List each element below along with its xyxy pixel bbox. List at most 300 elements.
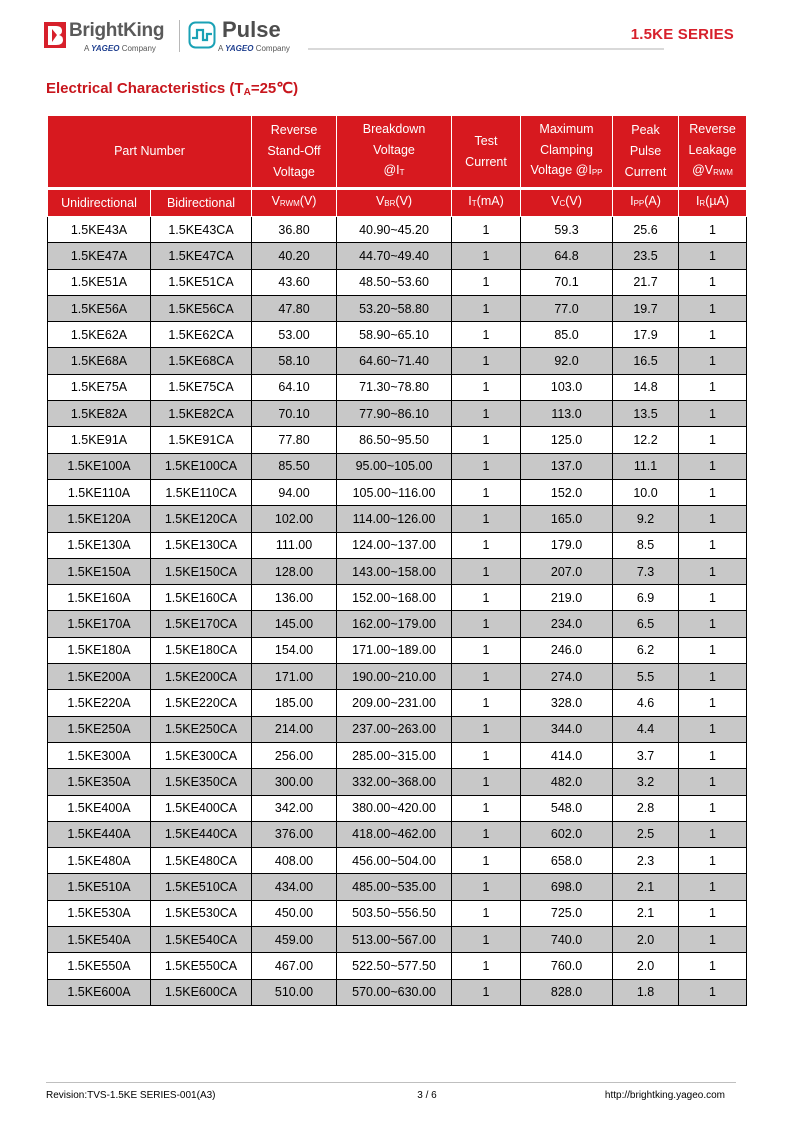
cell-ir: 1	[679, 953, 747, 979]
cell-bidirectional: 1.5KE62CA	[151, 322, 252, 348]
cell-bidirectional: 1.5KE120CA	[151, 506, 252, 532]
cell-ipp: 6.9	[613, 585, 679, 611]
cell-vc: 179.0	[521, 532, 613, 558]
cell-vc: 698.0	[521, 874, 613, 900]
cell-bidirectional: 1.5KE530CA	[151, 900, 252, 926]
cell-vbr: 64.60~71.40	[337, 348, 452, 374]
cell-vbr: 40.90~45.20	[337, 217, 452, 243]
cell-it: 1	[452, 506, 521, 532]
table-row	[48, 427, 747, 453]
cell-ir: 1	[679, 269, 747, 295]
cell-vc: 70.1	[521, 269, 613, 295]
header-max-clamping: Maximum Clamping Voltage $@I_{PP}$	[521, 116, 613, 189]
cell-bidirectional: 1.5KE56CA	[151, 295, 252, 321]
table-row	[48, 348, 747, 374]
cell-unidirectional: 1.5KE220A	[48, 690, 151, 716]
table-row	[48, 821, 747, 847]
cell-ir: 1	[679, 637, 747, 663]
cell-it: 1	[452, 374, 521, 400]
cell-bidirectional: 1.5KE82CA	[151, 401, 252, 427]
cell-vrwm: 64.10	[252, 374, 337, 400]
cell-ipp: 7.3	[613, 558, 679, 584]
table-row	[48, 295, 747, 321]
cell-bidirectional: 1.5KE91CA	[151, 427, 252, 453]
page-header	[44, 18, 750, 54]
table-row	[48, 690, 747, 716]
table-row	[48, 795, 747, 821]
cell-vrwm: 111.00	[252, 532, 337, 558]
cell-ir: 1	[679, 611, 747, 637]
cell-bidirectional: 1.5KE220CA	[151, 690, 252, 716]
col-vc: $V_C(V)$	[521, 189, 613, 217]
cell-it: 1	[452, 322, 521, 348]
cell-unidirectional: 1.5KE200A	[48, 664, 151, 690]
col-unidirectional: Unidirectional	[48, 189, 151, 217]
cell-vbr: 58.90~65.10	[337, 322, 452, 348]
cell-ir: 1	[679, 821, 747, 847]
header-rule	[308, 48, 664, 50]
cell-bidirectional: 1.5KE550CA	[151, 953, 252, 979]
brightking-subtitle: A YAGEO Company	[84, 44, 156, 53]
cell-vc: 658.0	[521, 848, 613, 874]
cell-it: 1	[452, 585, 521, 611]
cell-bidirectional: 1.5KE600CA	[151, 979, 252, 1005]
logo-divider	[179, 20, 180, 52]
pulse-logo	[188, 17, 308, 54]
cell-bidirectional: 1.5KE47CA	[151, 243, 252, 269]
cell-vc: 125.0	[521, 427, 613, 453]
cell-ir: 1	[679, 295, 747, 321]
cell-vc: 725.0	[521, 900, 613, 926]
cell-vc: 828.0	[521, 979, 613, 1005]
cell-ipp: 25.6	[613, 217, 679, 243]
footer-revision: Revision:TVS-1.5KE SERIES-001(A3)	[46, 1090, 216, 1101]
cell-vrwm: 467.00	[252, 953, 337, 979]
table-row	[48, 927, 747, 953]
cell-vbr: 77.90~86.10	[337, 401, 452, 427]
table-row	[48, 374, 747, 400]
cell-it: 1	[452, 953, 521, 979]
footer-page-number: 3 / 6	[417, 1090, 437, 1101]
cell-ipp: 11.1	[613, 453, 679, 479]
cell-vrwm: 40.20	[252, 243, 337, 269]
col-ir: $I_R(\mu A)$	[679, 189, 747, 217]
cell-ipp: 10.0	[613, 479, 679, 505]
cell-vbr: 162.00~179.00	[337, 611, 452, 637]
cell-vbr: 143.00~158.00	[337, 558, 452, 584]
pulse-mark-icon	[188, 21, 216, 49]
cell-vc: 59.3	[521, 217, 613, 243]
cell-it: 1	[452, 874, 521, 900]
cell-vc: 207.0	[521, 558, 613, 584]
cell-ipp: 23.5	[613, 243, 679, 269]
cell-vbr: 285.00~315.00	[337, 742, 452, 768]
cell-it: 1	[452, 217, 521, 243]
cell-it: 1	[452, 558, 521, 584]
cell-ipp: 5.5	[613, 664, 679, 690]
cell-unidirectional: 1.5KE170A	[48, 611, 151, 637]
cell-it: 1	[452, 532, 521, 558]
cell-vbr: 105.00~116.00	[337, 479, 452, 505]
cell-vbr: 71.30~78.80	[337, 374, 452, 400]
col-vbr: $V_{BR}(V)$	[337, 189, 452, 217]
cell-vrwm: 185.00	[252, 690, 337, 716]
cell-ipp: 6.5	[613, 611, 679, 637]
cell-vrwm: 77.80	[252, 427, 337, 453]
cell-ipp: 14.8	[613, 374, 679, 400]
cell-it: 1	[452, 979, 521, 1005]
cell-vc: 548.0	[521, 795, 613, 821]
cell-vrwm: 450.00	[252, 900, 337, 926]
cell-bidirectional: 1.5KE150CA	[151, 558, 252, 584]
footer-url: http://brightking.yageo.com	[604, 1090, 725, 1101]
cell-ipp: 2.5	[613, 821, 679, 847]
col-it: $I_T(mA)$	[452, 189, 521, 217]
cell-unidirectional: 1.5KE130A	[48, 532, 151, 558]
col-bidirectional: Bidirectional	[151, 189, 252, 217]
cell-vrwm: 36.80	[252, 217, 337, 243]
brightking-logo	[44, 20, 184, 54]
cell-ir: 1	[679, 742, 747, 768]
cell-unidirectional: 1.5KE120A	[48, 506, 151, 532]
cell-vc: 602.0	[521, 821, 613, 847]
cell-it: 1	[452, 848, 521, 874]
cell-unidirectional: 1.5KE43A	[48, 217, 151, 243]
cell-vrwm: 376.00	[252, 821, 337, 847]
cell-it: 1	[452, 769, 521, 795]
table-row	[48, 611, 747, 637]
cell-bidirectional: 1.5KE510CA	[151, 874, 252, 900]
cell-bidirectional: 1.5KE160CA	[151, 585, 252, 611]
cell-bidirectional: 1.5KE400CA	[151, 795, 252, 821]
table-row	[48, 848, 747, 874]
cell-vrwm: 128.00	[252, 558, 337, 584]
cell-ir: 1	[679, 322, 747, 348]
cell-it: 1	[452, 295, 521, 321]
cell-it: 1	[452, 795, 521, 821]
cell-vc: 740.0	[521, 927, 613, 953]
cell-it: 1	[452, 900, 521, 926]
header-test-current: Test Current	[452, 116, 521, 189]
cell-it: 1	[452, 690, 521, 716]
cell-ipp: 17.9	[613, 322, 679, 348]
cell-it: 1	[452, 401, 521, 427]
cell-ir: 1	[679, 532, 747, 558]
cell-vrwm: 70.10	[252, 401, 337, 427]
header-breakdown-voltage: Breakdown Voltage $@I_T$	[337, 116, 452, 189]
cell-vrwm: 171.00	[252, 664, 337, 690]
brightking-name: BrightKing	[69, 20, 165, 41]
table-row	[48, 506, 747, 532]
col-vrwm: $V_{RWM}(V)$	[252, 189, 337, 217]
cell-vrwm: 58.10	[252, 348, 337, 374]
cell-vc: 113.0	[521, 401, 613, 427]
table-row	[48, 979, 747, 1005]
cell-bidirectional: 1.5KE300CA	[151, 742, 252, 768]
cell-ipp: 21.7	[613, 269, 679, 295]
cell-vbr: 86.50~95.50	[337, 427, 452, 453]
col-ipp: $I_{PP}(A)$	[613, 189, 679, 217]
cell-vrwm: 510.00	[252, 979, 337, 1005]
cell-vbr: 95.00~105.00	[337, 453, 452, 479]
cell-it: 1	[452, 611, 521, 637]
cell-vrwm: 214.00	[252, 716, 337, 742]
cell-ipp: 4.4	[613, 716, 679, 742]
table-row	[48, 322, 747, 348]
cell-it: 1	[452, 453, 521, 479]
cell-ir: 1	[679, 848, 747, 874]
cell-vc: 103.0	[521, 374, 613, 400]
cell-unidirectional: 1.5KE47A	[48, 243, 151, 269]
cell-vrwm: 94.00	[252, 479, 337, 505]
cell-unidirectional: 1.5KE180A	[48, 637, 151, 663]
cell-vbr: 513.00~567.00	[337, 927, 452, 953]
header-part-number: Part Number	[48, 116, 252, 189]
cell-ir: 1	[679, 479, 747, 505]
cell-ir: 1	[679, 716, 747, 742]
cell-ir: 1	[679, 979, 747, 1005]
cell-vrwm: 47.80	[252, 295, 337, 321]
cell-vbr: 522.50~577.50	[337, 953, 452, 979]
section-title: Electrical Characteristics $(T_A=25℃)$	[46, 80, 299, 98]
cell-ipp: 16.5	[613, 348, 679, 374]
cell-ipp: 13.5	[613, 401, 679, 427]
footer-rule	[46, 1082, 736, 1083]
cell-ir: 1	[679, 243, 747, 269]
cell-ir: 1	[679, 690, 747, 716]
cell-vc: 219.0	[521, 585, 613, 611]
cell-unidirectional: 1.5KE530A	[48, 900, 151, 926]
cell-unidirectional: 1.5KE440A	[48, 821, 151, 847]
cell-vc: 152.0	[521, 479, 613, 505]
cell-unidirectional: 1.5KE68A	[48, 348, 151, 374]
cell-unidirectional: 1.5KE250A	[48, 716, 151, 742]
cell-unidirectional: 1.5KE540A	[48, 927, 151, 953]
cell-unidirectional: 1.5KE51A	[48, 269, 151, 295]
table-row	[48, 637, 747, 663]
cell-unidirectional: 1.5KE56A	[48, 295, 151, 321]
header-peak-pulse: Peak Pulse Current	[613, 116, 679, 189]
cell-ipp: 12.2	[613, 427, 679, 453]
header-reverse-leakage: Reverse Leakage $@V_{RWM}$	[679, 116, 747, 189]
cell-vrwm: 102.00	[252, 506, 337, 532]
cell-bidirectional: 1.5KE68CA	[151, 348, 252, 374]
cell-it: 1	[452, 637, 521, 663]
cell-ipp: 2.0	[613, 953, 679, 979]
cell-unidirectional: 1.5KE300A	[48, 742, 151, 768]
cell-ir: 1	[679, 401, 747, 427]
cell-ir: 1	[679, 585, 747, 611]
cell-bidirectional: 1.5KE75CA	[151, 374, 252, 400]
cell-vrwm: 154.00	[252, 637, 337, 663]
cell-bidirectional: 1.5KE130CA	[151, 532, 252, 558]
cell-vrwm: 434.00	[252, 874, 337, 900]
table-row	[48, 558, 747, 584]
cell-vbr: 570.00~630.00	[337, 979, 452, 1005]
cell-ipp: 2.8	[613, 795, 679, 821]
cell-unidirectional: 1.5KE110A	[48, 479, 151, 505]
cell-vc: 92.0	[521, 348, 613, 374]
cell-bidirectional: 1.5KE51CA	[151, 269, 252, 295]
cell-vc: 274.0	[521, 664, 613, 690]
cell-ir: 1	[679, 506, 747, 532]
pulse-name: Pulse	[222, 17, 281, 42]
cell-unidirectional: 1.5KE91A	[48, 427, 151, 453]
cell-unidirectional: 1.5KE510A	[48, 874, 151, 900]
cell-bidirectional: 1.5KE440CA	[151, 821, 252, 847]
cell-ipp: 2.3	[613, 848, 679, 874]
cell-vc: 234.0	[521, 611, 613, 637]
cell-ipp: 2.1	[613, 900, 679, 926]
cell-unidirectional: 1.5KE82A	[48, 401, 151, 427]
cell-vrwm: 342.00	[252, 795, 337, 821]
cell-vrwm: 256.00	[252, 742, 337, 768]
cell-ir: 1	[679, 769, 747, 795]
cell-vc: 85.0	[521, 322, 613, 348]
cell-vbr: 237.00~263.00	[337, 716, 452, 742]
cell-ir: 1	[679, 664, 747, 690]
cell-unidirectional: 1.5KE480A	[48, 848, 151, 874]
cell-bidirectional: 1.5KE180CA	[151, 637, 252, 663]
cell-ipp: 1.8	[613, 979, 679, 1005]
cell-vbr: 456.00~504.00	[337, 848, 452, 874]
cell-vrwm: 300.00	[252, 769, 337, 795]
cell-vc: 482.0	[521, 769, 613, 795]
cell-vrwm: 408.00	[252, 848, 337, 874]
cell-it: 1	[452, 716, 521, 742]
cell-it: 1	[452, 479, 521, 505]
cell-vbr: 503.50~556.50	[337, 900, 452, 926]
cell-ir: 1	[679, 217, 747, 243]
cell-ipp: 19.7	[613, 295, 679, 321]
cell-unidirectional: 1.5KE600A	[48, 979, 151, 1005]
cell-unidirectional: 1.5KE350A	[48, 769, 151, 795]
table-row	[48, 453, 747, 479]
table-group-header	[48, 116, 747, 189]
cell-ir: 1	[679, 795, 747, 821]
cell-ipp: 9.2	[613, 506, 679, 532]
cell-vc: 760.0	[521, 953, 613, 979]
cell-ir: 1	[679, 453, 747, 479]
cell-bidirectional: 1.5KE250CA	[151, 716, 252, 742]
pulse-subtitle: A YAGEO Company	[218, 44, 290, 53]
cell-vc: 328.0	[521, 690, 613, 716]
cell-bidirectional: 1.5KE43CA	[151, 217, 252, 243]
table-row	[48, 716, 747, 742]
cell-vbr: 485.00~535.00	[337, 874, 452, 900]
cell-vc: 64.8	[521, 243, 613, 269]
cell-unidirectional: 1.5KE150A	[48, 558, 151, 584]
table-row	[48, 217, 747, 243]
brightking-mark-icon	[44, 22, 66, 48]
cell-vc: 414.0	[521, 742, 613, 768]
cell-vc: 246.0	[521, 637, 613, 663]
cell-bidirectional: 1.5KE540CA	[151, 927, 252, 953]
cell-it: 1	[452, 427, 521, 453]
cell-vbr: 53.20~58.80	[337, 295, 452, 321]
table-row	[48, 479, 747, 505]
cell-vrwm: 145.00	[252, 611, 337, 637]
cell-it: 1	[452, 348, 521, 374]
table-row	[48, 585, 747, 611]
cell-bidirectional: 1.5KE200CA	[151, 664, 252, 690]
cell-unidirectional: 1.5KE400A	[48, 795, 151, 821]
cell-vbr: 332.00~368.00	[337, 769, 452, 795]
table-row	[48, 401, 747, 427]
cell-vrwm: 459.00	[252, 927, 337, 953]
table-row	[48, 769, 747, 795]
table-body	[48, 217, 747, 1006]
table-row	[48, 953, 747, 979]
table-row	[48, 874, 747, 900]
cell-ir: 1	[679, 874, 747, 900]
cell-vc: 344.0	[521, 716, 613, 742]
cell-unidirectional: 1.5KE550A	[48, 953, 151, 979]
cell-vbr: 418.00~462.00	[337, 821, 452, 847]
cell-unidirectional: 1.5KE75A	[48, 374, 151, 400]
cell-vbr: 114.00~126.00	[337, 506, 452, 532]
table-row	[48, 243, 747, 269]
cell-ir: 1	[679, 427, 747, 453]
cell-bidirectional: 1.5KE480CA	[151, 848, 252, 874]
cell-ir: 1	[679, 348, 747, 374]
cell-vrwm: 136.00	[252, 585, 337, 611]
cell-it: 1	[452, 269, 521, 295]
table-row	[48, 532, 747, 558]
cell-vbr: 152.00~168.00	[337, 585, 452, 611]
table-column-header	[48, 189, 747, 217]
cell-unidirectional: 1.5KE62A	[48, 322, 151, 348]
cell-ir: 1	[679, 558, 747, 584]
cell-ipp: 6.2	[613, 637, 679, 663]
cell-it: 1	[452, 664, 521, 690]
cell-unidirectional: 1.5KE160A	[48, 585, 151, 611]
cell-bidirectional: 1.5KE100CA	[151, 453, 252, 479]
cell-ir: 1	[679, 900, 747, 926]
table-row	[48, 664, 747, 690]
cell-ipp: 8.5	[613, 532, 679, 558]
series-title: 1.5KE SERIES	[630, 26, 734, 43]
cell-vrwm: 53.00	[252, 322, 337, 348]
cell-vbr: 380.00~420.00	[337, 795, 452, 821]
cell-ipp: 2.1	[613, 874, 679, 900]
cell-vc: 137.0	[521, 453, 613, 479]
electrical-characteristics-table	[47, 115, 747, 1006]
cell-vrwm: 85.50	[252, 453, 337, 479]
cell-vbr: 48.50~53.60	[337, 269, 452, 295]
cell-unidirectional: 1.5KE100A	[48, 453, 151, 479]
table-row	[48, 742, 747, 768]
cell-ipp: 3.2	[613, 769, 679, 795]
cell-it: 1	[452, 243, 521, 269]
cell-ipp: 2.0	[613, 927, 679, 953]
table-row	[48, 900, 747, 926]
cell-vbr: 190.00~210.00	[337, 664, 452, 690]
cell-vc: 165.0	[521, 506, 613, 532]
table-row	[48, 269, 747, 295]
cell-ipp: 3.7	[613, 742, 679, 768]
cell-vc: 77.0	[521, 295, 613, 321]
cell-ir: 1	[679, 927, 747, 953]
cell-vbr: 124.00~137.00	[337, 532, 452, 558]
cell-ir: 1	[679, 374, 747, 400]
cell-it: 1	[452, 742, 521, 768]
cell-it: 1	[452, 927, 521, 953]
cell-bidirectional: 1.5KE350CA	[151, 769, 252, 795]
cell-vbr: 44.70~49.40	[337, 243, 452, 269]
cell-vbr: 171.00~189.00	[337, 637, 452, 663]
cell-vbr: 209.00~231.00	[337, 690, 452, 716]
